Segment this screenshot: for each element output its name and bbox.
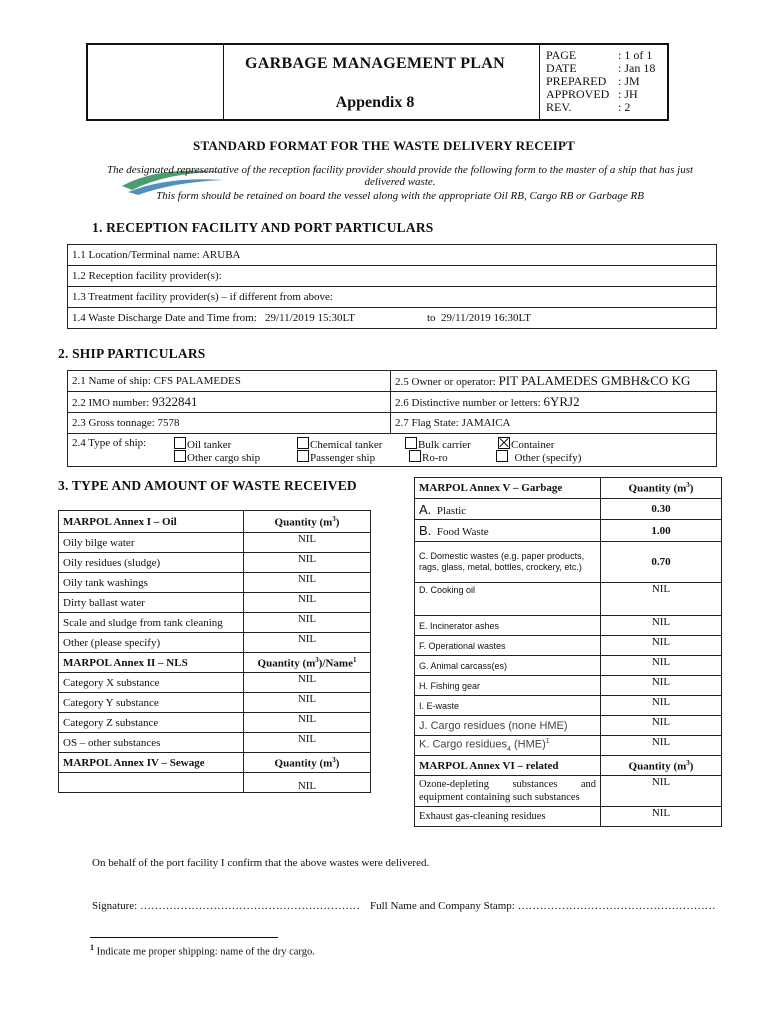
imo-field: 2.2 IMO number: 9322841	[68, 392, 391, 413]
instruction-line-2: This form should be retained on board the vessel along with the appropriate Oil RB, Cargo RB or Garbage RB	[156, 190, 644, 202]
checkbox-icon	[174, 450, 186, 462]
footnote-divider	[90, 937, 278, 938]
annex-6-qty-header: Quantity $(m^3)$	[601, 756, 722, 776]
table-row	[68, 308, 717, 329]
section-3-heading: 3. TYPE AND AMOUNT OF WASTE RECEIVED	[58, 478, 357, 493]
discharge-date-field: 1.4 Waste Discharge Date and Time from: 29/11/2019 15:30LT to 29/11/2019 16:30LT	[68, 308, 717, 329]
meta-row-date: DATE : Jan 18	[546, 61, 656, 75]
ship-type-field: 2.4 Type of ship: Oil tanker Chemical tanker Bulk carrier Container Other cargo ship Passenger ship Ro-ro Other (specify)	[68, 434, 717, 467]
annex-2-header: MARPOL Annex II – NLS	[59, 653, 244, 673]
ship-type-other-cargo[interactable]: Other cargo ship	[174, 450, 260, 464]
distinctive-field: 2.6 Distinctive number or letters: 6YRJ2	[391, 392, 717, 413]
section-2-heading: 2. SHIP PARTICULARS	[58, 346, 206, 361]
gross-tonnage-field: 2.3 Gross tonnage: 7578	[68, 413, 391, 434]
instruction-line-1: The designated representative of the reception facility provider should provide the following form to the master of a ship that has just delivered waste.	[106, 164, 694, 188]
table-row: F. Operational wastes NIL	[415, 636, 722, 656]
ship-type-ro-ro[interactable]: Ro-ro	[409, 450, 448, 464]
reception-table	[67, 244, 717, 329]
reception-provider-field: 1.2 Reception facility provider(s):	[68, 266, 717, 287]
table-row: Dirty ballast water NIL	[59, 593, 371, 613]
ship-type-bulk-carrier[interactable]: Bulk carrier	[405, 437, 471, 451]
table-row	[68, 371, 717, 392]
table-row	[68, 245, 717, 266]
table-row: H. Fishing gear NIL	[415, 676, 722, 696]
table-row	[68, 413, 717, 434]
header-meta	[539, 45, 667, 119]
checkbox-icon	[297, 450, 309, 462]
full-name-stamp-field[interactable]: Full Name and Company Stamp: ………………………………………………	[370, 900, 716, 912]
signature-field[interactable]: Signature: ……………………………………………………	[92, 900, 360, 912]
meta-row-prepared: PREPARED : JM	[546, 74, 640, 88]
table-row: Exhaust gas-cleaning residues NIL	[415, 807, 722, 827]
table-row: NIL	[59, 773, 371, 793]
meta-row-rev: REV. : 2	[546, 100, 631, 114]
plan-title: GARBAGE MANAGEMENT PLAN	[245, 55, 505, 72]
annex-1-header-row	[59, 511, 371, 533]
ship-type-chemical-tanker[interactable]: Chemical tanker	[297, 437, 382, 451]
flag-state-field: 2.7 Flag State: JAMAICA	[391, 413, 717, 434]
annex-5-qty-header: Quantity $(m^3)$	[601, 478, 722, 499]
confirmation-text: On behalf of the port facility I confirm that the above wastes were delivered.	[92, 857, 430, 869]
table-row: OS – other substances NIL	[59, 733, 371, 753]
annex-2-qty-header: Quantity $(m^3)/Name^1$	[244, 653, 371, 673]
annex-6-header-row	[415, 756, 722, 776]
footnote: $^1$ Indicate me proper shipping: name of the dry cargo.	[90, 943, 315, 958]
meta-row-page: PAGE : 1 of 1	[546, 48, 653, 62]
table-row: Oily residues (sludge) NIL	[59, 553, 371, 573]
discharge-to: 29/11/2019 16:30LT	[441, 312, 531, 324]
table-row: J. Cargo residues (none HME) NIL	[415, 716, 722, 736]
waste-left-table	[58, 510, 371, 793]
ship-type-oil-tanker[interactable]: Oil tanker	[174, 437, 231, 451]
table-row: Other (please specify) NIL	[59, 633, 371, 653]
waste-right-table	[414, 477, 722, 827]
table-row: Category Z substance NIL	[59, 713, 371, 733]
table-row: E. Incinerator ashes NIL	[415, 616, 722, 636]
ship-particulars-table	[67, 370, 717, 467]
checkbox-checked-icon	[498, 437, 510, 449]
table-row: Category Y substance NIL	[59, 693, 371, 713]
meta-row-approved: APPROVED : JH	[546, 87, 638, 101]
table-row	[68, 392, 717, 413]
annex-5-header-row	[415, 478, 722, 499]
annex-6-header: MARPOL Annex VI – related	[415, 756, 601, 776]
annex-4-header-row	[59, 753, 371, 773]
section-1-heading: 1. RECEPTION FACILITY AND PORT PARTICULARS	[92, 220, 434, 235]
appendix-label: Appendix 8	[335, 94, 415, 111]
table-row: G. Animal carcass(es) NIL	[415, 656, 722, 676]
table-row: D. Cooking oil NIL	[415, 583, 722, 616]
annex-4-qty-header: Quantity $(m^3)$	[244, 753, 371, 773]
annex-1-header: MARPOL Annex I – Oil	[59, 511, 244, 533]
document-title: STANDARD FORMAT FOR THE WASTE DELIVERY RECEIPT	[193, 138, 575, 153]
table-row	[68, 266, 717, 287]
discharge-from: 29/11/2019 15:30LT	[265, 312, 355, 324]
checkbox-icon	[409, 450, 421, 462]
checkbox-icon	[405, 437, 417, 449]
checkbox-icon	[174, 437, 186, 449]
ship-type-other[interactable]: Other (specify)	[496, 450, 581, 464]
annex-2-header-row	[59, 653, 371, 673]
annex-5-header: MARPOL Annex V – Garbage	[415, 478, 601, 499]
checkbox-icon	[496, 450, 508, 462]
owner-field: 2.5 Owner or operator: PIT PALAMEDES GMBH&CO KG	[391, 371, 717, 392]
table-row: B. Food Waste 1.00	[415, 520, 722, 542]
table-row: Oily bilge water NIL	[59, 533, 371, 553]
location-field: 1.1 Location/Terminal name: ARUBA	[68, 245, 717, 266]
header-logo-cell	[88, 45, 224, 119]
table-row: Oily tank washings NIL	[59, 573, 371, 593]
table-row	[68, 287, 717, 308]
table-row: C. Domestic wastes (e.g. paper products, rags, glass, metal, bottles, crockery, etc.) 0.70	[415, 542, 722, 583]
table-row: A. Plastic 0.30	[415, 499, 722, 520]
table-row	[68, 434, 717, 467]
table-row: Ozone-depleting substances and equipment containing such substances NIL	[415, 776, 722, 807]
ship-type-container[interactable]: Container	[498, 437, 554, 451]
table-row: K. Cargo residues$_4$ (HME)$^1$ NIL	[415, 736, 722, 756]
treatment-provider-field: 1.3 Treatment facility provider(s) – if different from above:	[68, 287, 717, 308]
table-row: Category X substance NIL	[59, 673, 371, 693]
table-row: Scale and sludge from tank cleaning NIL	[59, 613, 371, 633]
annex-4-header: MARPOL Annex IV – Sewage	[59, 753, 244, 773]
ship-type-passenger[interactable]: Passenger ship	[297, 450, 375, 464]
checkbox-icon	[297, 437, 309, 449]
annex-1-qty-header: Quantity $(m^3)$	[244, 511, 371, 533]
ship-name-field: 2.1 Name of ship: CFS PALAMEDES	[68, 371, 391, 392]
table-row: I. E-waste NIL	[415, 696, 722, 716]
